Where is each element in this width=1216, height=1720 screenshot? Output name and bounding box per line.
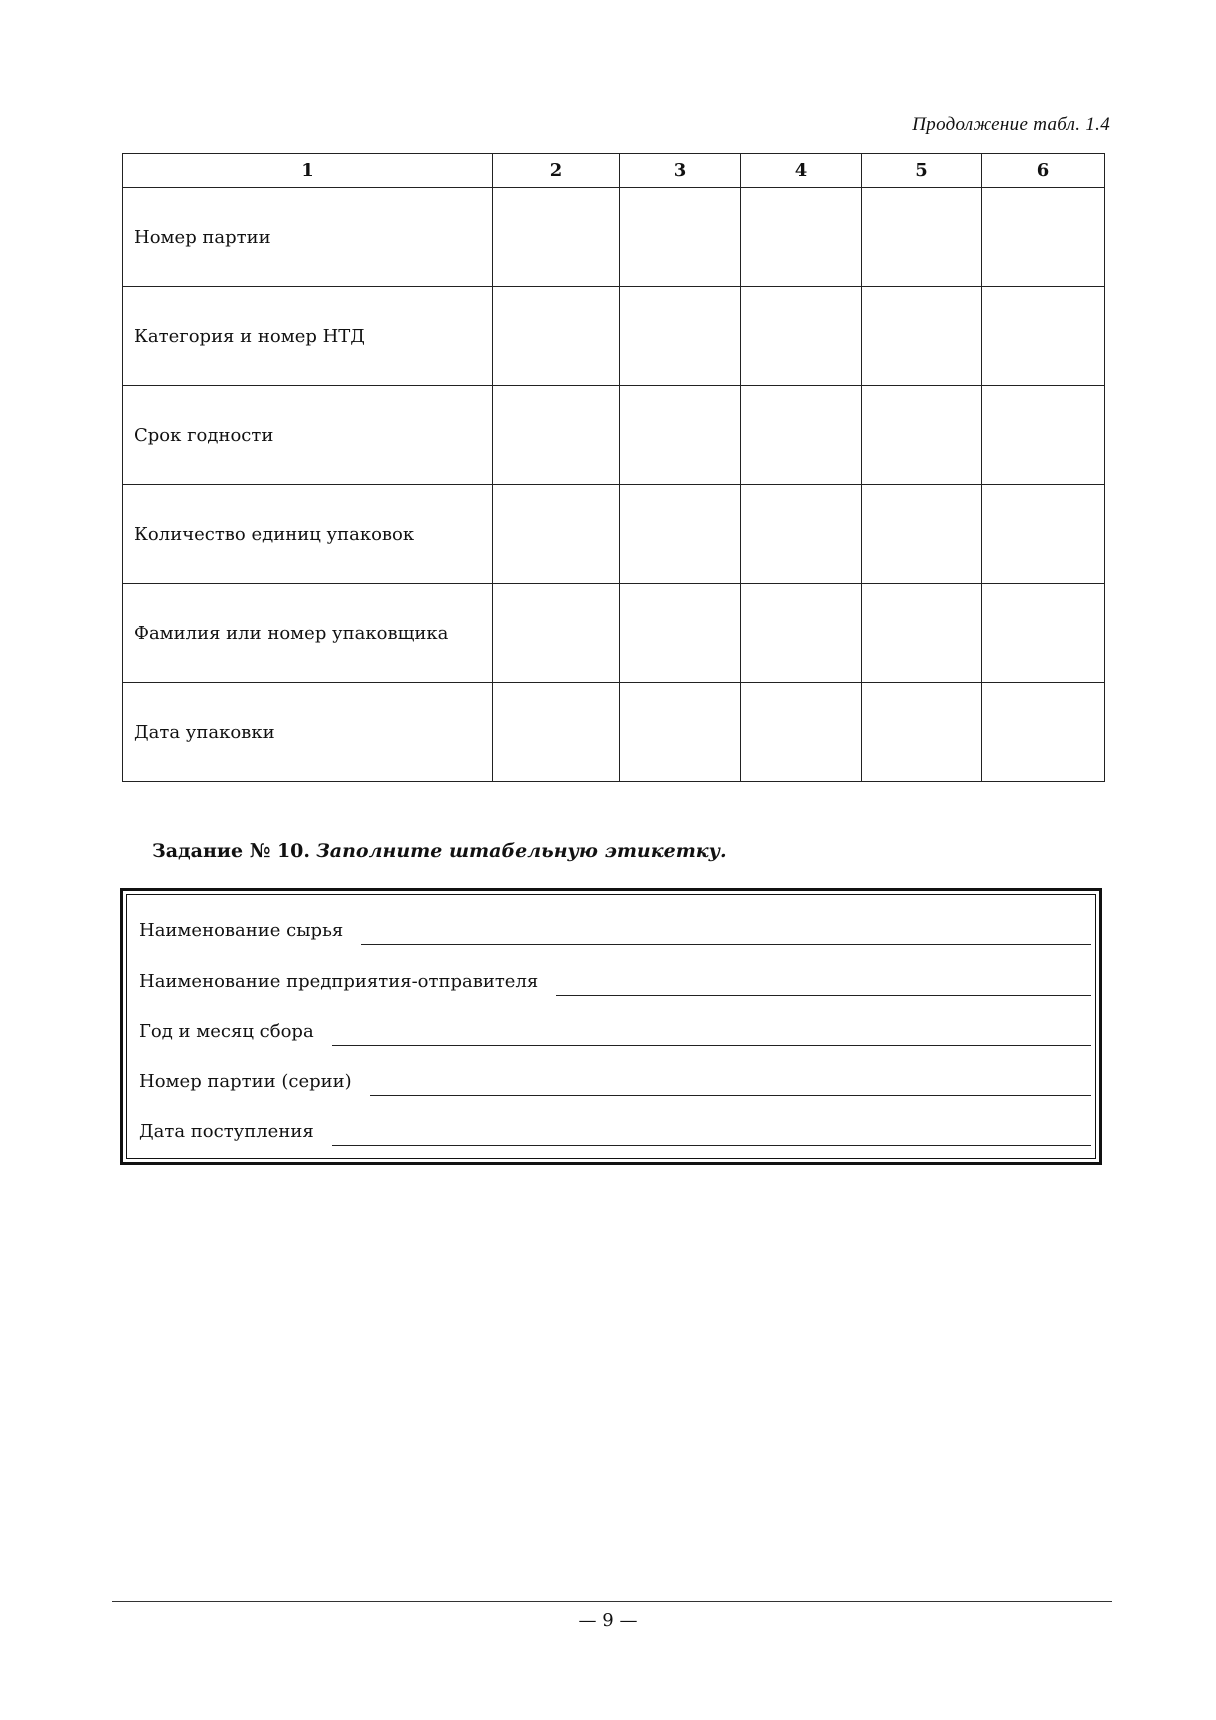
row-label: Дата упаковки bbox=[123, 683, 493, 782]
table-cell[interactable] bbox=[620, 287, 741, 386]
table-cell[interactable] bbox=[493, 188, 620, 287]
table-row bbox=[123, 287, 1105, 386]
fill-in-line[interactable] bbox=[332, 1109, 1091, 1146]
table-cell[interactable] bbox=[741, 485, 862, 584]
table-cell[interactable] bbox=[982, 584, 1105, 683]
table-cell[interactable] bbox=[862, 584, 982, 683]
task-heading bbox=[152, 840, 727, 862]
table-row bbox=[123, 386, 1105, 485]
field-label: Год и месяц сбора bbox=[139, 1021, 314, 1042]
table-cell[interactable] bbox=[493, 386, 620, 485]
table-caption: Продолжение табл. 1.4 bbox=[912, 114, 1110, 135]
table-cell[interactable] bbox=[493, 287, 620, 386]
table-cell[interactable] bbox=[741, 683, 862, 782]
table-cell[interactable] bbox=[620, 584, 741, 683]
row-label: Категория и номер НТД bbox=[123, 287, 493, 386]
fill-in-line[interactable] bbox=[361, 908, 1091, 945]
row-label: Количество единиц упаковок bbox=[123, 485, 493, 584]
footer-divider bbox=[112, 1601, 1112, 1602]
column-header: 3 bbox=[620, 154, 741, 188]
field-arrival-date bbox=[139, 1110, 1091, 1146]
column-header: 5 bbox=[862, 154, 982, 188]
page-number: — 9 — bbox=[578, 1610, 638, 1631]
table-row bbox=[123, 188, 1105, 287]
field-label: Наименование предприятия-отправителя bbox=[139, 971, 539, 992]
field-sender-enterprise bbox=[139, 960, 1091, 996]
table-cell[interactable] bbox=[620, 683, 741, 782]
table-cell[interactable] bbox=[620, 485, 741, 584]
table-row bbox=[123, 683, 1105, 782]
fill-in-line[interactable] bbox=[332, 1009, 1091, 1046]
table-cell[interactable] bbox=[493, 683, 620, 782]
table-cell[interactable] bbox=[862, 188, 982, 287]
table-cell[interactable] bbox=[982, 386, 1105, 485]
field-label: Дата поступления bbox=[139, 1121, 314, 1142]
table-cell[interactable] bbox=[862, 386, 982, 485]
table-cell[interactable] bbox=[493, 584, 620, 683]
table-cell[interactable] bbox=[493, 485, 620, 584]
data-table bbox=[122, 153, 1105, 782]
column-header: 4 bbox=[741, 154, 862, 188]
table-row bbox=[123, 485, 1105, 584]
task-number: Задание № 10. bbox=[152, 840, 311, 862]
table-cell[interactable] bbox=[982, 287, 1105, 386]
field-label: Номер партии (серии) bbox=[139, 1071, 352, 1092]
row-label: Фамилия или номер упаковщика bbox=[123, 584, 493, 683]
fill-in-line[interactable] bbox=[556, 959, 1091, 996]
column-header: 1 bbox=[123, 154, 493, 188]
table-cell[interactable] bbox=[982, 683, 1105, 782]
column-header: 6 bbox=[982, 154, 1105, 188]
table-cell[interactable] bbox=[620, 188, 741, 287]
row-label: Номер партии bbox=[123, 188, 493, 287]
column-header: 2 bbox=[493, 154, 620, 188]
stack-label-inner-border bbox=[126, 894, 1096, 1159]
stack-label-form bbox=[120, 888, 1102, 1165]
field-raw-material bbox=[139, 909, 1091, 945]
row-label: Срок годности bbox=[123, 386, 493, 485]
table-header-row bbox=[123, 154, 1105, 188]
table-cell[interactable] bbox=[862, 485, 982, 584]
table-row bbox=[123, 584, 1105, 683]
fill-in-line[interactable] bbox=[370, 1059, 1091, 1096]
table-cell[interactable] bbox=[741, 584, 862, 683]
table-cell[interactable] bbox=[741, 188, 862, 287]
table-cell[interactable] bbox=[862, 683, 982, 782]
table-cell[interactable] bbox=[741, 287, 862, 386]
table-cell[interactable] bbox=[982, 485, 1105, 584]
field-label: Наименование сырья bbox=[139, 920, 344, 941]
table-cell[interactable] bbox=[741, 386, 862, 485]
field-batch-number bbox=[139, 1060, 1091, 1096]
task-instruction: Заполните штабельную этикетку. bbox=[316, 840, 727, 862]
table-cell[interactable] bbox=[982, 188, 1105, 287]
table-cell[interactable] bbox=[620, 386, 741, 485]
field-harvest-year-month bbox=[139, 1010, 1091, 1046]
table-cell[interactable] bbox=[862, 287, 982, 386]
